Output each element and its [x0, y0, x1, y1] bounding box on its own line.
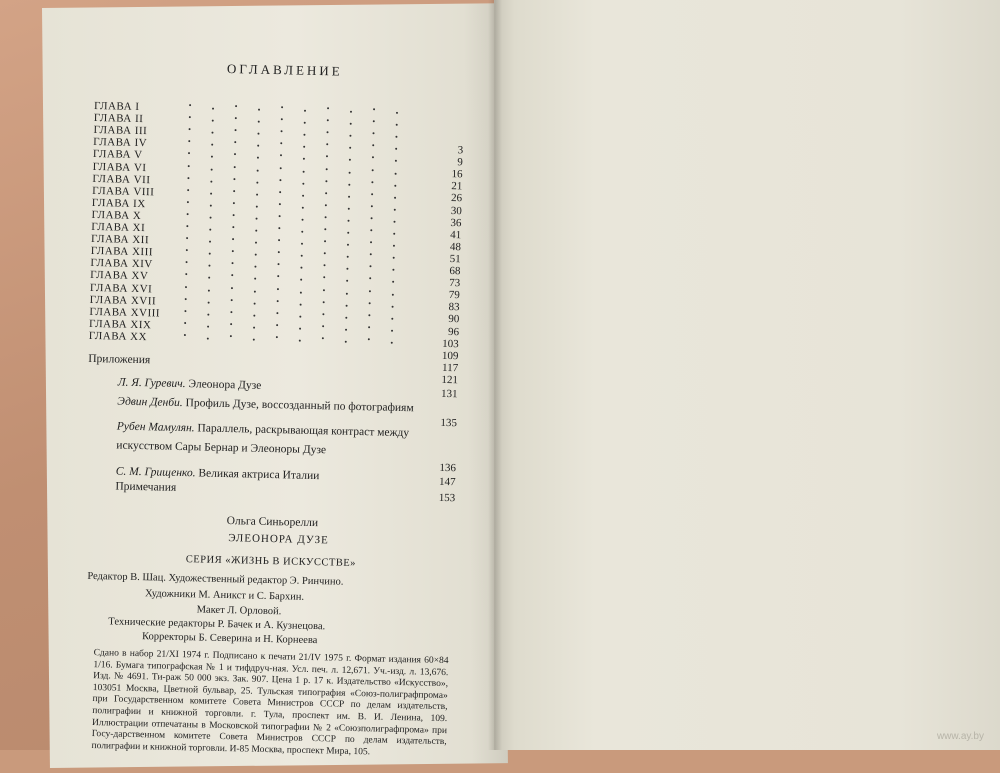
dot-leader — [189, 128, 191, 130]
dot-leader — [280, 155, 282, 157]
chapter-label: ГЛАВА VI — [92, 160, 147, 174]
imprint-book-title: ЭЛЕОНОРА ДУЗЕ — [228, 532, 329, 547]
chapter-page-number: 90 — [448, 313, 460, 326]
dot-leader — [345, 341, 347, 343]
dot-leader — [253, 326, 255, 328]
dot-leader — [372, 157, 374, 159]
dot-leader — [391, 342, 393, 344]
dot-leader — [368, 314, 370, 316]
credit-line: Макет Л. Орловой. — [196, 604, 282, 618]
chapter-page-number: 9 — [457, 156, 464, 169]
dot-leader — [345, 328, 347, 330]
dot-leader — [256, 193, 258, 195]
dot-leader — [232, 226, 234, 228]
dot-leader — [254, 278, 256, 280]
dot-leader — [255, 242, 257, 244]
dot-leader — [301, 255, 303, 257]
dot-leader — [232, 250, 234, 252]
dot-leader — [189, 116, 191, 118]
dot-leader — [230, 311, 232, 313]
appendix-page: 131 — [440, 387, 458, 401]
appendix-author: Л. Я. Гуревич. — [117, 376, 186, 391]
dot-leader — [184, 334, 186, 336]
dot-leader — [300, 303, 302, 305]
dot-leader — [299, 340, 301, 342]
dot-leader — [373, 120, 375, 122]
dot-leader — [304, 110, 306, 112]
dot-leader — [394, 196, 396, 198]
appendix-header: Приложения — [88, 352, 151, 367]
dot-leader — [184, 322, 186, 324]
dot-leader — [210, 204, 212, 206]
publication-info: Сдано в набор 21/XI 1974 г. Подписано к печати 21/IV 1975 г. Формат издания 60×84 1/16. Бумага типографская № 1 и тифдруч-ная. Усл. печ. л. 12,671. Уч.-изд. л. 13,676. Изд. № 4691. Ти-раж 50 000 экз. Зак. 907. Цена 1 р. 17 к. Издательство «Искусство», 103051 Москва, Цветной бульвар, 25. Тульская типография «Союз-полиграфпрома» при Государственном комитете Совета Министров СССР по делам издательств, полиграфии и книжной торговли. г. Тула, проспект им. В. И. Ленина, 109. Иллюстрации отпечатаны в Московской типографии № 2 «Союзполиграфпрома» при Госу-дарственном комитете Совета Министров СССР по делам издательств, полиграфии и книжной торговли. И-85 Москва, проспект Мира, 105. — [91, 648, 449, 758]
dot-leader — [392, 293, 394, 295]
dot-leader — [233, 214, 235, 216]
chapter-page-number: 21 — [451, 180, 463, 193]
dot-leader — [347, 244, 349, 246]
dot-leader — [255, 254, 257, 256]
dot-leader — [235, 129, 237, 131]
dot-leader — [322, 337, 324, 339]
dot-leader — [279, 203, 281, 205]
dot-leader — [187, 213, 189, 215]
dot-leader — [346, 304, 348, 306]
notes-page: 153 — [438, 491, 456, 505]
dot-leader — [369, 290, 371, 292]
dot-leader — [187, 201, 189, 203]
dot-leader — [370, 253, 372, 255]
chapter-page-number: 109 — [441, 349, 459, 362]
dot-leader — [209, 229, 211, 231]
dot-leader — [256, 205, 258, 207]
dot-leader — [210, 192, 212, 194]
dot-leader — [280, 167, 282, 169]
dot-leader — [209, 241, 211, 243]
dot-leader — [258, 109, 260, 111]
dot-leader — [257, 157, 259, 159]
chapter-label: ГЛАВА XIX — [88, 317, 152, 332]
dot-leader — [186, 237, 188, 239]
appendix-text: Профиль Дузе, воссозданный по фотографиям — [185, 397, 414, 415]
dot-leader — [393, 257, 395, 259]
dot-leader — [349, 135, 351, 137]
dot-leader — [326, 168, 328, 170]
chapter-page-number: 103 — [442, 337, 459, 350]
dot-leader — [393, 233, 395, 235]
dot-leader — [276, 336, 278, 338]
dot-leader — [395, 172, 397, 174]
dot-leader — [207, 337, 209, 339]
chapter-label: ГЛАВА VII — [92, 172, 151, 186]
dot-leader — [348, 208, 350, 210]
dot-leader — [230, 323, 232, 325]
chapter-page-number: 48 — [449, 240, 462, 254]
appendix-text: Великая актриса Италии — [198, 467, 320, 483]
dot-leader — [325, 192, 327, 194]
dot-leader — [326, 144, 328, 146]
dot-leader — [392, 305, 394, 307]
dot-leader — [347, 232, 349, 234]
dot-leader — [327, 107, 329, 109]
dot-leader — [326, 156, 328, 158]
dot-leader — [301, 231, 303, 233]
chapter-label: ГЛАВА XVIII — [89, 305, 161, 320]
dot-leader — [369, 266, 371, 268]
dot-leader — [210, 216, 212, 218]
dot-leader — [303, 146, 305, 148]
dot-leader — [212, 108, 214, 110]
dot-leader — [371, 193, 373, 195]
chapter-label: ГЛАВА XVI — [89, 281, 153, 295]
appendix-page: 147 — [438, 475, 456, 489]
dot-leader — [278, 251, 280, 253]
chapter-page-number: 26 — [450, 192, 463, 205]
dot-leader — [350, 111, 352, 113]
appendix-text: Параллель, раскрывающая контраст между искусством Сары Бернар и Элеоноры Дузе — [116, 422, 410, 456]
appendix-author: Эдвин Денби. — [117, 395, 183, 410]
dot-leader — [324, 252, 326, 254]
dot-leader — [326, 131, 328, 133]
dot-leader — [208, 277, 210, 279]
dot-leader — [276, 324, 278, 326]
dot-leader — [231, 299, 233, 301]
appendix-text: Элеонора Дузе — [188, 378, 262, 392]
credit-line: Художники М. Аникст и С. Бархин. — [144, 588, 305, 603]
dot-leader — [394, 184, 396, 186]
chapter-label: ГЛАВА XIII — [90, 245, 154, 259]
dot-leader — [278, 227, 280, 229]
chapter-page-number: 68 — [449, 265, 461, 278]
dot-leaders — [184, 102, 434, 347]
dot-leader — [278, 239, 280, 241]
dot-leader — [324, 240, 326, 242]
dot-leader — [370, 229, 372, 231]
appendix-author: С. М. Грищенко. — [115, 465, 196, 480]
dot-leader — [185, 273, 187, 275]
chapter-page-number: 16 — [451, 168, 463, 181]
dot-leader — [396, 124, 398, 126]
dot-leader — [370, 241, 372, 243]
chapter-label: ГЛАВА XII — [90, 233, 150, 247]
dot-leader — [255, 230, 257, 232]
dot-leader — [323, 264, 325, 266]
chapter-page-number: 121 — [441, 373, 459, 387]
dot-leader — [281, 106, 283, 108]
dot-leader — [349, 171, 351, 173]
dot-leader — [257, 169, 259, 171]
dot-leader — [396, 112, 398, 114]
dot-leader — [212, 120, 214, 122]
chapter-page-number: 41 — [450, 228, 462, 241]
dot-leader — [281, 118, 283, 120]
dot-leader — [231, 262, 233, 264]
appendix-page: 136 — [439, 461, 457, 475]
chapter-label: ГЛАВА XX — [88, 329, 148, 344]
dot-leader — [372, 145, 374, 147]
dot-leader — [350, 123, 352, 125]
chapter-page-number: 117 — [441, 361, 459, 375]
dot-leader — [392, 281, 394, 283]
chapter-page-number: 51 — [449, 252, 461, 266]
dot-leader — [300, 267, 302, 269]
dot-leader — [231, 287, 233, 289]
chapter-label: ГЛАВА V — [92, 148, 143, 162]
dot-leader — [233, 178, 235, 180]
chapter-page-number: 79 — [448, 289, 460, 302]
chapter-page-number: 3 — [457, 144, 464, 157]
dot-leader — [302, 206, 304, 208]
dot-leader — [300, 291, 302, 293]
dot-leader — [277, 288, 279, 290]
dot-leader — [256, 218, 258, 220]
dot-leader — [369, 278, 371, 280]
dot-leader — [304, 122, 306, 124]
dot-leader — [257, 145, 259, 147]
dot-leader — [185, 286, 187, 288]
dot-leader — [253, 314, 255, 316]
toc-title: ОГЛАВЛЕНИЕ — [226, 60, 343, 79]
dot-leader — [327, 119, 329, 121]
chapter-label: ГЛАВА III — [93, 124, 148, 138]
dot-leader — [349, 159, 351, 161]
dot-leader — [256, 181, 258, 183]
dot-leader — [322, 325, 324, 327]
appendix-author: Рубен Мамулян. — [116, 420, 195, 435]
dot-leader — [184, 310, 186, 312]
watermark: www.ay.by — [936, 731, 984, 742]
notes-entry: Примечания — [115, 480, 177, 494]
dot-leader — [324, 228, 326, 230]
dot-leader — [276, 312, 278, 314]
dot-leader — [395, 136, 397, 138]
dot-leader — [301, 243, 303, 245]
dot-leader — [302, 182, 304, 184]
dot-leader — [323, 301, 325, 303]
dot-leader — [208, 301, 210, 303]
dot-leader — [302, 194, 304, 196]
dot-leader — [393, 221, 395, 223]
dot-leader — [235, 105, 237, 107]
dot-leader — [369, 302, 371, 304]
dot-leader — [234, 154, 236, 156]
dot-leader — [303, 158, 305, 160]
dot-leader — [346, 292, 348, 294]
chapter-page-number: 73 — [448, 277, 461, 290]
dot-leader — [188, 140, 190, 142]
chapter-label: ГЛАВА IV — [93, 136, 148, 150]
chapter-label: ГЛАВА XV — [90, 269, 149, 283]
dot-leader — [325, 204, 327, 206]
dot-leader — [371, 181, 373, 183]
dot-leader — [392, 269, 394, 271]
appendix-entry — [116, 418, 435, 462]
dot-leader — [323, 289, 325, 291]
chapter-label: ГЛАВА XIV — [90, 257, 153, 271]
chapter-label: ГЛАВА X — [91, 208, 142, 222]
dot-leader — [258, 121, 260, 123]
dot-leader — [188, 165, 190, 167]
dot-leader — [303, 134, 305, 136]
dot-leader — [211, 156, 213, 158]
dot-leader — [254, 302, 256, 304]
dot-leader — [299, 327, 301, 329]
chapter-page-number: 83 — [448, 301, 460, 314]
chapter-page-number: 36 — [450, 216, 462, 229]
dot-leader — [234, 141, 236, 143]
dot-leader — [257, 133, 259, 135]
dot-leader — [186, 261, 188, 263]
dot-leader — [207, 313, 209, 315]
dot-leader — [395, 148, 397, 150]
dot-leader — [231, 274, 233, 276]
dot-leader — [345, 316, 347, 318]
dot-leader — [372, 169, 374, 171]
dot-leader — [280, 142, 282, 144]
dot-leader — [299, 315, 301, 317]
chapter-label: ГЛАВА XI — [91, 220, 146, 235]
dot-leader — [391, 317, 393, 319]
dot-leader — [187, 189, 189, 191]
dot-leader — [303, 170, 305, 172]
credit-line: Технические редакторы Р. Бачек и А. Кузнецова. — [108, 616, 326, 633]
dot-leader — [323, 277, 325, 279]
imprint-author: Ольга Синьорелли — [226, 515, 319, 530]
dot-leader — [393, 245, 395, 247]
chapter-label: ГЛАВА II — [93, 112, 144, 126]
imprint-series: СЕРИЯ «ЖИЗНЬ В ИСКУССТВЕ» — [185, 554, 357, 569]
dot-leader — [394, 209, 396, 211]
dot-leader — [254, 290, 256, 292]
dot-leader — [279, 215, 281, 217]
dot-leader — [254, 266, 256, 268]
dot-leader — [277, 276, 279, 278]
dot-leader — [371, 205, 373, 207]
dot-leader — [277, 300, 279, 302]
dot-leader — [281, 130, 283, 132]
dot-leader — [322, 313, 324, 315]
dot-leader — [325, 216, 327, 218]
chapter-label: ГЛАВА XVII — [89, 293, 157, 307]
dot-leader — [373, 108, 375, 110]
dot-leader — [371, 217, 373, 219]
chapter-label: ГЛАВА VIII — [92, 184, 155, 199]
dot-leader — [233, 202, 235, 204]
dot-leader — [210, 180, 212, 182]
chapter-page-number: 96 — [447, 325, 460, 338]
dot-leader — [302, 219, 304, 221]
dot-leader — [348, 195, 350, 197]
dot-leader — [208, 265, 210, 267]
dot-leader — [391, 330, 393, 332]
dot-leader — [395, 160, 397, 162]
dot-leader — [300, 279, 302, 281]
dot-leader — [207, 325, 209, 327]
dot-leader — [234, 166, 236, 168]
dot-leader — [368, 326, 370, 328]
dot-leader — [230, 335, 232, 337]
dot-leader — [186, 225, 188, 227]
dot-leader — [347, 256, 349, 258]
dot-leader — [186, 249, 188, 251]
dot-leader — [346, 268, 348, 270]
dot-leader — [277, 263, 279, 265]
dot-leader — [348, 183, 350, 185]
dot-leader — [209, 253, 211, 255]
chapter-label: ГЛАВА I — [93, 99, 140, 113]
dot-leader — [279, 191, 281, 193]
dot-leader — [233, 190, 235, 192]
dot-leader — [279, 179, 281, 181]
dot-leader — [211, 168, 213, 170]
dot-leader — [253, 338, 255, 340]
dot-leader — [211, 132, 213, 134]
dot-leader — [232, 238, 234, 240]
dot-leader — [347, 220, 349, 222]
appendix-page: 135 — [440, 416, 458, 430]
dot-leader — [185, 298, 187, 300]
dot-leader — [346, 280, 348, 282]
dot-leader — [189, 104, 191, 106]
dot-leader — [372, 132, 374, 134]
dot-leader — [188, 152, 190, 154]
chapter-label: ГЛАВА IX — [91, 196, 146, 210]
credit-line: Корректоры Б. Северина и Н. Корнеева — [141, 631, 318, 647]
dot-leader — [187, 177, 189, 179]
dot-leader — [235, 117, 237, 119]
chapter-page-number: 30 — [450, 204, 462, 217]
dot-leader — [368, 338, 370, 340]
dot-leader — [325, 180, 327, 182]
dot-leader — [211, 144, 213, 146]
dot-leader — [349, 147, 351, 149]
dot-leader — [208, 289, 210, 291]
credit-line: Редактор В. Шац. Художественный редактор Э. Ринчино. — [87, 570, 344, 588]
